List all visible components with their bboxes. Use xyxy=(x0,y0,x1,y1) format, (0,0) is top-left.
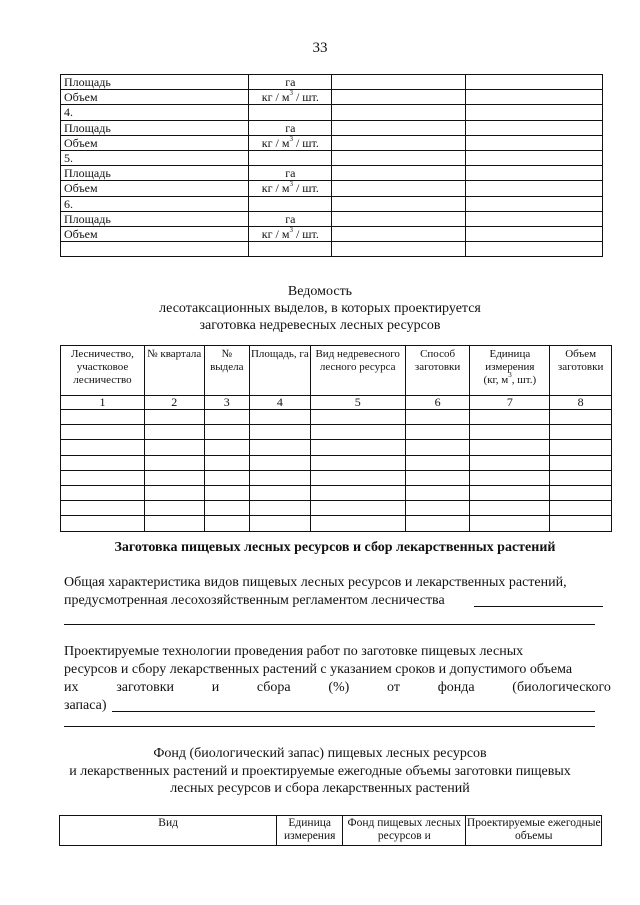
empty-cell xyxy=(310,470,405,485)
empty-cell xyxy=(144,425,204,440)
row-unit: га xyxy=(249,75,332,90)
page-number: 33 xyxy=(312,40,328,56)
word: заготовки xyxy=(116,680,174,695)
empty-cell xyxy=(465,242,602,257)
empty-cell xyxy=(204,516,249,531)
word: (%) xyxy=(328,680,350,695)
row-label: Площадь xyxy=(61,120,249,135)
fund-title-line3: лесных ресурсов и сбора лекарственных растений xyxy=(170,781,470,796)
empty-cell xyxy=(405,470,470,485)
row-label: Объем xyxy=(61,226,249,241)
empty-cell xyxy=(310,485,405,500)
empty-cell xyxy=(465,150,602,165)
empty-cell xyxy=(144,516,204,531)
table-row xyxy=(61,75,603,90)
table-row xyxy=(61,196,603,211)
empty-cell xyxy=(465,90,602,105)
empty-cell xyxy=(332,75,465,90)
row-unit xyxy=(249,150,332,165)
empty-cell xyxy=(550,440,612,455)
row-unit: кг / $м^3$ / шт. xyxy=(249,135,332,150)
empty-cell xyxy=(465,211,602,226)
unit-header-text: Единица измерения xyxy=(485,348,535,373)
empty-cell xyxy=(310,440,405,455)
empty-cell xyxy=(465,226,602,241)
fund-table xyxy=(59,815,602,846)
empty-cell xyxy=(204,501,249,516)
fund-title-line2: и лекарственных растений и проектируемые ежегодные объемы заготовки пищевых xyxy=(69,764,571,779)
col-header-forestry: Лесничество, участковое лесничество xyxy=(61,346,145,396)
fill-line xyxy=(474,606,603,607)
table-row xyxy=(61,105,603,120)
row-label: Объем xyxy=(61,135,249,150)
empty-cell xyxy=(332,166,465,181)
empty-cell xyxy=(470,485,550,500)
empty-cell xyxy=(61,470,145,485)
row-unit: га xyxy=(249,166,332,181)
empty-cell xyxy=(550,425,612,440)
empty-cell xyxy=(144,410,204,425)
empty-cell xyxy=(550,485,612,500)
empty-cell xyxy=(250,516,311,531)
row-label xyxy=(61,242,249,257)
word: и xyxy=(211,680,220,695)
col-header-plot: № выдела xyxy=(204,346,249,396)
empty-cell xyxy=(61,485,145,500)
table-row xyxy=(61,470,612,485)
empty-cell xyxy=(470,425,550,440)
general-characteristics-line2: предусмотренная лесохозяйственным регламентом лесничества xyxy=(64,593,445,608)
empty-cell xyxy=(61,501,145,516)
row-label: Объем xyxy=(61,181,249,196)
empty-cell xyxy=(204,425,249,440)
empty-cell xyxy=(550,516,612,531)
empty-cell xyxy=(204,455,249,470)
col-header-area: Площадь, га xyxy=(250,346,311,396)
unit-header-units: (кг, $м^3$, шт.) xyxy=(483,371,537,386)
word: их xyxy=(64,680,79,695)
table-row xyxy=(61,485,612,500)
empty-cell xyxy=(310,425,405,440)
empty-cell xyxy=(465,181,602,196)
column-number: 8 xyxy=(550,396,612,410)
empty-cell xyxy=(405,425,470,440)
col-header-type: Вид xyxy=(60,816,277,846)
empty-cell xyxy=(144,470,204,485)
empty-cell xyxy=(250,470,311,485)
empty-cell xyxy=(204,470,249,485)
col-header-resource-type: Вид недревесного лесного ресурса xyxy=(310,346,405,396)
empty-cell xyxy=(405,455,470,470)
general-characteristics-line1: Общая характеристика видов пищевых лесных ресурсов и лекарственных растений, xyxy=(64,575,567,590)
row-label: Объем xyxy=(61,90,249,105)
empty-cell xyxy=(61,440,145,455)
empty-cell xyxy=(332,135,465,150)
row-unit: га xyxy=(249,211,332,226)
column-numbers-row xyxy=(61,396,612,410)
row-label: 6. xyxy=(61,196,249,211)
empty-cell xyxy=(250,455,311,470)
empty-cell xyxy=(310,410,405,425)
empty-cell xyxy=(250,425,311,440)
empty-cell xyxy=(61,455,145,470)
empty-cell xyxy=(61,425,145,440)
table-row xyxy=(61,166,603,181)
table-row xyxy=(61,135,603,150)
col-header-fund: Фонд пищевых лесных ресурсов и xyxy=(343,816,466,846)
row-unit: кг / $м^3$ / шт. xyxy=(249,90,332,105)
word: сбора xyxy=(256,680,291,695)
empty-cell xyxy=(405,485,470,500)
empty-cell xyxy=(405,516,470,531)
resources-table-continued xyxy=(60,74,603,257)
word: от xyxy=(387,680,400,695)
empty-cell xyxy=(310,455,405,470)
row-label: Площадь xyxy=(61,211,249,226)
empty-cell xyxy=(470,410,550,425)
word: фонда xyxy=(437,680,475,695)
empty-cell xyxy=(204,440,249,455)
empty-cell xyxy=(332,90,465,105)
table-row xyxy=(61,516,612,531)
empty-cell xyxy=(470,470,550,485)
row-label: Площадь xyxy=(61,75,249,90)
empty-cell xyxy=(250,485,311,500)
empty-cell xyxy=(144,455,204,470)
empty-cell xyxy=(250,410,311,425)
row-label: Площадь xyxy=(61,166,249,181)
empty-cell xyxy=(470,501,550,516)
row-unit xyxy=(249,196,332,211)
empty-cell xyxy=(310,501,405,516)
empty-cell xyxy=(550,470,612,485)
col-header-unit xyxy=(470,346,550,396)
empty-cell xyxy=(204,410,249,425)
technologies-line4: запаса) xyxy=(64,698,107,713)
technologies-line3 xyxy=(64,679,611,697)
empty-cell xyxy=(550,455,612,470)
empty-cell xyxy=(61,410,145,425)
col-header-projected: Проектируемые ежегодные объемы xyxy=(466,816,602,846)
empty-cell xyxy=(405,440,470,455)
empty-cell xyxy=(550,501,612,516)
empty-cell xyxy=(61,516,145,531)
empty-cell xyxy=(465,105,602,120)
empty-cell xyxy=(332,105,465,120)
table-row xyxy=(61,226,603,241)
empty-cell xyxy=(465,166,602,181)
empty-cell xyxy=(465,135,602,150)
table-row xyxy=(61,90,603,105)
empty-cell xyxy=(250,440,311,455)
empty-cell xyxy=(405,410,470,425)
table-row xyxy=(61,501,612,516)
column-number: 3 xyxy=(204,396,249,410)
empty-cell xyxy=(332,150,465,165)
empty-cell xyxy=(465,75,602,90)
empty-cell xyxy=(144,485,204,500)
table-header-row xyxy=(60,816,602,846)
table-header-row xyxy=(61,346,612,396)
empty-cell xyxy=(550,410,612,425)
empty-cell xyxy=(405,501,470,516)
row-unit: кг / $м^3$ / шт. xyxy=(249,181,332,196)
col-header-method: Способ заготовки xyxy=(405,346,470,396)
statement-title-line1: Ведомость xyxy=(287,284,353,299)
section-heading: Заготовка пищевых лесных ресурсов и сбор лекарственных растений xyxy=(114,540,556,555)
row-unit: кг / $м^3$ / шт. xyxy=(249,226,332,241)
empty-cell xyxy=(470,455,550,470)
table-row xyxy=(61,242,603,257)
fund-title-line1: Фонд (биологический запас) пищевых лесных ресурсов xyxy=(153,746,487,761)
column-number: 4 xyxy=(250,396,311,410)
col-header-quarter: № квартала xyxy=(144,346,204,396)
empty-cell xyxy=(332,211,465,226)
empty-cell xyxy=(470,440,550,455)
empty-cell xyxy=(332,120,465,135)
fill-line xyxy=(112,711,595,712)
column-number: 1 xyxy=(61,396,145,410)
row-unit: га xyxy=(249,120,332,135)
empty-cell xyxy=(332,242,465,257)
table-row xyxy=(61,181,603,196)
table-row xyxy=(61,455,612,470)
empty-cell xyxy=(204,485,249,500)
table-row xyxy=(61,120,603,135)
table-row xyxy=(61,211,603,226)
column-number: 2 xyxy=(144,396,204,410)
table-row xyxy=(61,410,612,425)
empty-cell xyxy=(465,120,602,135)
empty-cell xyxy=(332,196,465,211)
technologies-line1: Проектируемые технологии проведения работ по заготовке пищевых лесных xyxy=(64,644,524,659)
col-header-unit: Единица измерения xyxy=(277,816,343,846)
row-unit xyxy=(249,105,332,120)
empty-cell xyxy=(144,501,204,516)
row-label: 4. xyxy=(61,105,249,120)
column-number: 5 xyxy=(310,396,405,410)
row-label: 5. xyxy=(61,150,249,165)
empty-cell xyxy=(144,440,204,455)
table-row xyxy=(61,425,612,440)
row-unit xyxy=(249,242,332,257)
empty-cell xyxy=(310,516,405,531)
column-number: 7 xyxy=(470,396,550,410)
empty-cell xyxy=(250,501,311,516)
word: (биологического xyxy=(512,680,611,695)
forest-plots-table xyxy=(60,345,612,532)
technologies-line2: ресурсов и сбору лекарственных растений с указанием сроков и допустимого объема xyxy=(64,662,573,677)
statement-title-line3: заготовка недревесных лесных ресурсов xyxy=(199,318,441,333)
empty-cell xyxy=(332,226,465,241)
col-header-volume: Объем заготовки xyxy=(550,346,612,396)
table-row xyxy=(61,440,612,455)
empty-cell xyxy=(470,516,550,531)
fill-line xyxy=(64,624,595,625)
column-number: 6 xyxy=(405,396,470,410)
empty-cell xyxy=(465,196,602,211)
fill-line xyxy=(64,726,595,727)
table-row xyxy=(61,150,603,165)
empty-cell xyxy=(332,181,465,196)
statement-title-line2: лесотаксационных выделов, в которых проектируется xyxy=(159,301,481,316)
